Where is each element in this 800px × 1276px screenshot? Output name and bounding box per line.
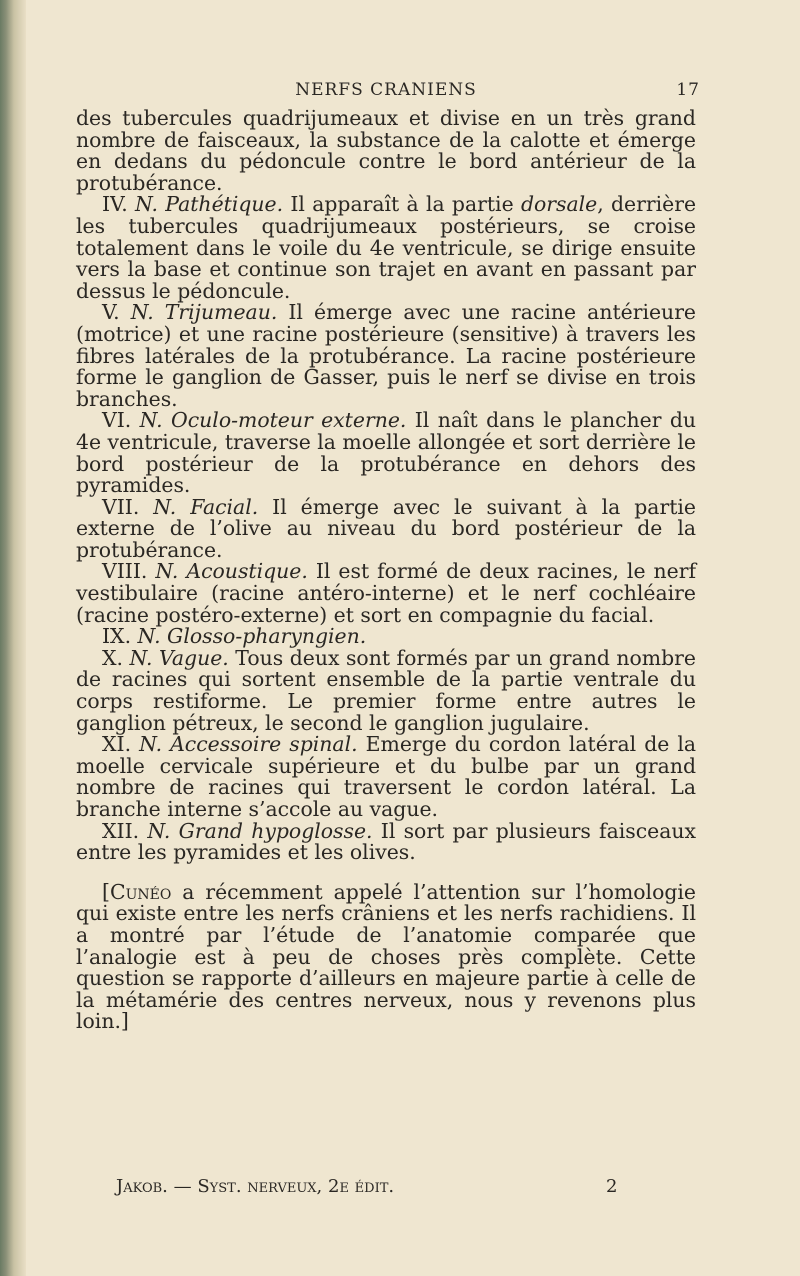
nerve-name: N. Trijumeau.: [130, 300, 278, 325]
paragraph: [76, 879, 696, 1034]
paragraph: [76, 302, 696, 410]
paragraph: [76, 626, 696, 648]
text-run: Il est formé de deux racines, le nerf vestibulaire (racine antéro-interne) et le nerf cochléaire (racine postéro-externe) et sort en compagnie du facial.: [76, 559, 697, 627]
nerve-name: N. Grand hypoglosse.: [147, 818, 373, 843]
body-text: [76, 108, 696, 1033]
nerve-name: N. Facial.: [153, 494, 259, 519]
paragraph: [76, 818, 696, 865]
text-run: des tubercules quadrijumeaux et divise en un très grand nombre de faisceaux, la substance de la calotte et émerge en dedans du pédoncule contre le bord antérieur de la protubérance.: [76, 106, 696, 195]
text-run: Emerge du cordon latéral de la moelle cervicale supérieure et du bulbe par un grand nombre de racines qui traversent le cordon latéral. La branche interne s’accole au vague.: [76, 732, 696, 821]
nerve-name: dorsale: [520, 192, 598, 217]
paragraph: [76, 561, 696, 626]
nerve-name: N. Accessoire spinal.: [139, 732, 358, 757]
page-binding-edge: [0, 0, 26, 1276]
text-run: X.: [102, 645, 130, 670]
nerve-name: N. Pathétique.: [134, 192, 284, 217]
text-run: VII.: [102, 494, 154, 519]
text-run: IV.: [102, 192, 135, 217]
author-name: Cunéo: [109, 879, 172, 904]
paragraph: [76, 410, 696, 496]
book-page: [76, 80, 700, 1034]
text-run: VI.: [102, 408, 140, 433]
running-title: NERFS CRANIENS: [295, 80, 477, 100]
text-run: Il sort par plusieurs faisceaux entre les pyramides et les olives.: [76, 818, 696, 865]
paragraph: [76, 194, 696, 302]
nerve-name: N. Glosso-pharyngien.: [137, 624, 367, 649]
paragraph: [76, 494, 696, 562]
text-run: Il émerge avec une racine antérieure (motrice) et une racine postérieure (sensitive) à travers les fibres latérales de la protubérance. La racine postérieure forme le ganglion de Gasser, puis le nerf se divise en trois branches.: [76, 300, 697, 411]
text-run: [: [102, 879, 110, 904]
text-run: Il émerge avec le suivant à la partie externe de l’olive au niveau du bord postérieur de la protubérance.: [76, 494, 696, 562]
nerve-name: N. Vague.: [129, 645, 229, 670]
signature-mark: 2: [606, 1176, 618, 1197]
paragraph: [76, 108, 696, 194]
text-run: Il naît dans le plancher du 4e ventricule, traverse la moelle allongée et sort derrière le bord postérieur de la protubérance en dehors des pyramides.: [76, 408, 696, 498]
text-run: Il apparaît à la partie: [283, 192, 521, 217]
paragraph: [76, 734, 696, 820]
running-header: [76, 80, 700, 108]
paragraph: [76, 645, 696, 735]
text-run: Tous deux sont formés par un grand nombre de racines qui sortent ensemble de la partie ventrale du corps restiforme. Le premier forme entre autres le ganglion pétreux, le second le ganglion jugulaire.: [76, 645, 696, 735]
nerve-name: N. Oculo-moteur externe.: [139, 408, 407, 433]
footer-text: Jakob. — Syst. nerveux, 2e édit.: [116, 1176, 395, 1197]
page-footer: [116, 1176, 616, 1197]
text-run: IX.: [102, 624, 138, 649]
text-run: VIII.: [102, 559, 156, 584]
text-run: V.: [102, 300, 131, 325]
page-number: 17: [676, 80, 700, 100]
nerve-name: N. Acoustique.: [155, 559, 308, 584]
text-run: a récemment appelé l’attention sur l’homologie qui existe entre les nerfs crâniens et les nerfs rachidiens. Il a montré par l’étude de l’anatomie comparée que l’analogie est à peu de choses près complète. Cette question se rapporte d’ailleurs en majeure partie à celle de la métamérie des centres nerveux, nous y revenons plus loin.]: [76, 879, 696, 1034]
text-run: XI.: [102, 732, 140, 757]
text-run: , derrière les tubercules quadrijumeaux postérieurs, se croise totalement dans le voile du 4e ventricule, se dirige ensuite vers la base et continue son trajet en avant en passant par dessus le pédoncule.: [76, 192, 697, 303]
text-run: XII.: [102, 818, 148, 843]
